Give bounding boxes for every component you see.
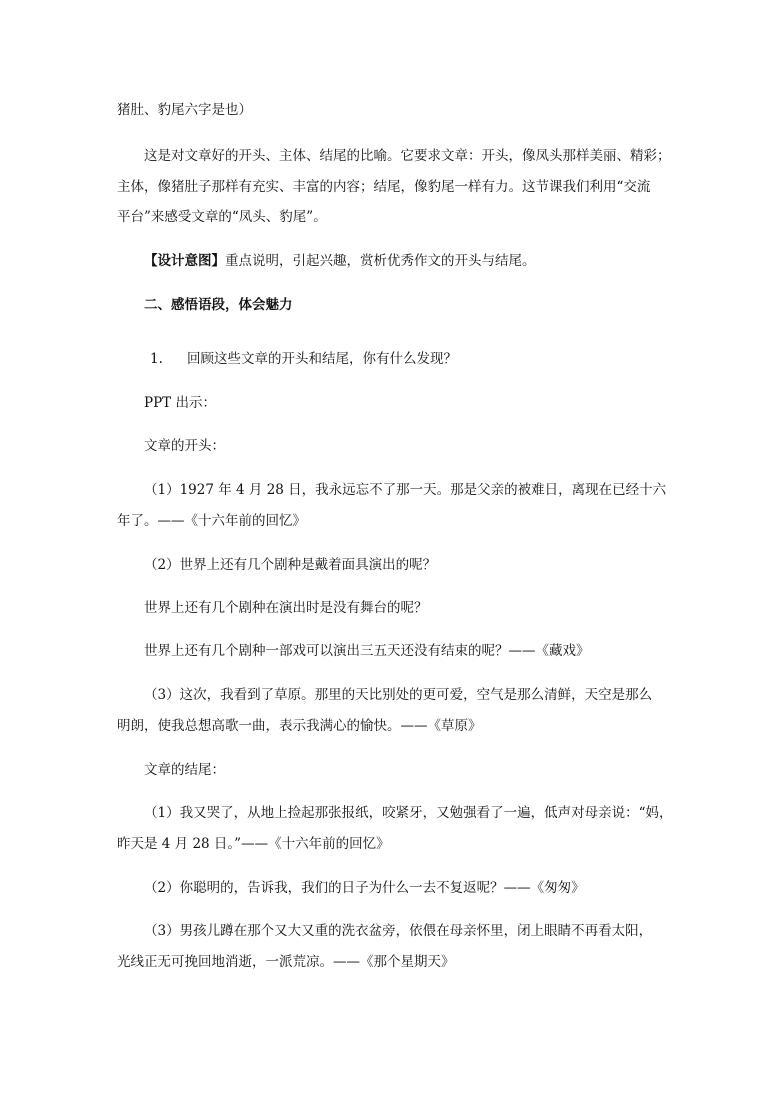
text-line: 光线正无可挽回地消逝，一派荒凉。——《那个星期天》 xyxy=(117,954,455,970)
ppt-label: PPT 出示： xyxy=(144,395,216,411)
openings-label: 文章的开头： xyxy=(144,438,225,454)
design-intent-text: 重点说明，引起兴趣，赏析优秀作文的开头与结尾。 xyxy=(225,253,536,269)
text-line: 世界上还有几个剧种一部戏可以演出三五天还没有结束的呢？——《藏戏》 xyxy=(144,643,590,659)
question-number: 1. xyxy=(150,351,163,367)
text-line: （1）1927 年 4 月 28 日，我永远忘不了那一天。那是父亲的被难日，离现在已经十六 xyxy=(144,482,667,498)
text-line: 明朗，使我总想高歌一曲，表示我满心的愉快。——《草原》 xyxy=(117,718,482,734)
text-line: 这是对文章好的开头、主体、结尾的比喻。它要求文章：开头，像凤头那样美丽、精彩； xyxy=(144,148,671,164)
text-line: （2）你聪明的，告诉我，我们的日子为什么一去不复返呢？——《匆匆》 xyxy=(144,880,585,896)
question-text: 回顾这些文章的开头和结尾，你有什么发现？ xyxy=(187,351,457,367)
text-line: （1）我又哭了，从地上捡起那张报纸，咬紧牙，又勉强看了一遍，低声对母亲说：“妈， xyxy=(144,805,673,821)
text-line: 世界上还有几个剧种在演出时是没有舞台的呢？ xyxy=(144,600,428,616)
text-line: （3）这次，我看到了草原。那里的天比别处的更可爱，空气是那么清鲜，天空是那么 xyxy=(144,687,653,703)
design-intent-label: 【设计意图】 xyxy=(144,253,225,269)
text-line: （2）世界上还有几个剧种是戴着面具演出的呢？ xyxy=(144,557,437,573)
text-line: 主体，像猪肚子那样有充实、丰富的内容；结尾，像豹尾一样有力。这节课我们利用“交流 xyxy=(117,179,651,195)
endings-label: 文章的结尾： xyxy=(144,762,225,778)
text-line: （3）男孩儿蹲在那个又大又重的洗衣盆旁，依偎在母亲怀里，闭上眼睛不再看太阳， xyxy=(144,923,653,939)
text-line: 年了。——《十六年前的回忆》 xyxy=(117,513,306,529)
design-intent-paragraph xyxy=(144,251,536,271)
section-heading: 二、感悟语段，体会魅力 xyxy=(144,297,293,313)
text-line: 平台”来感受文章的“凤头、豹尾”。 xyxy=(117,209,327,225)
text-line: 昨天是 4 月 28 日。”——《十六年前的回忆》 xyxy=(117,836,390,852)
text-line: 猪肚、豹尾六字是也） xyxy=(117,102,252,118)
